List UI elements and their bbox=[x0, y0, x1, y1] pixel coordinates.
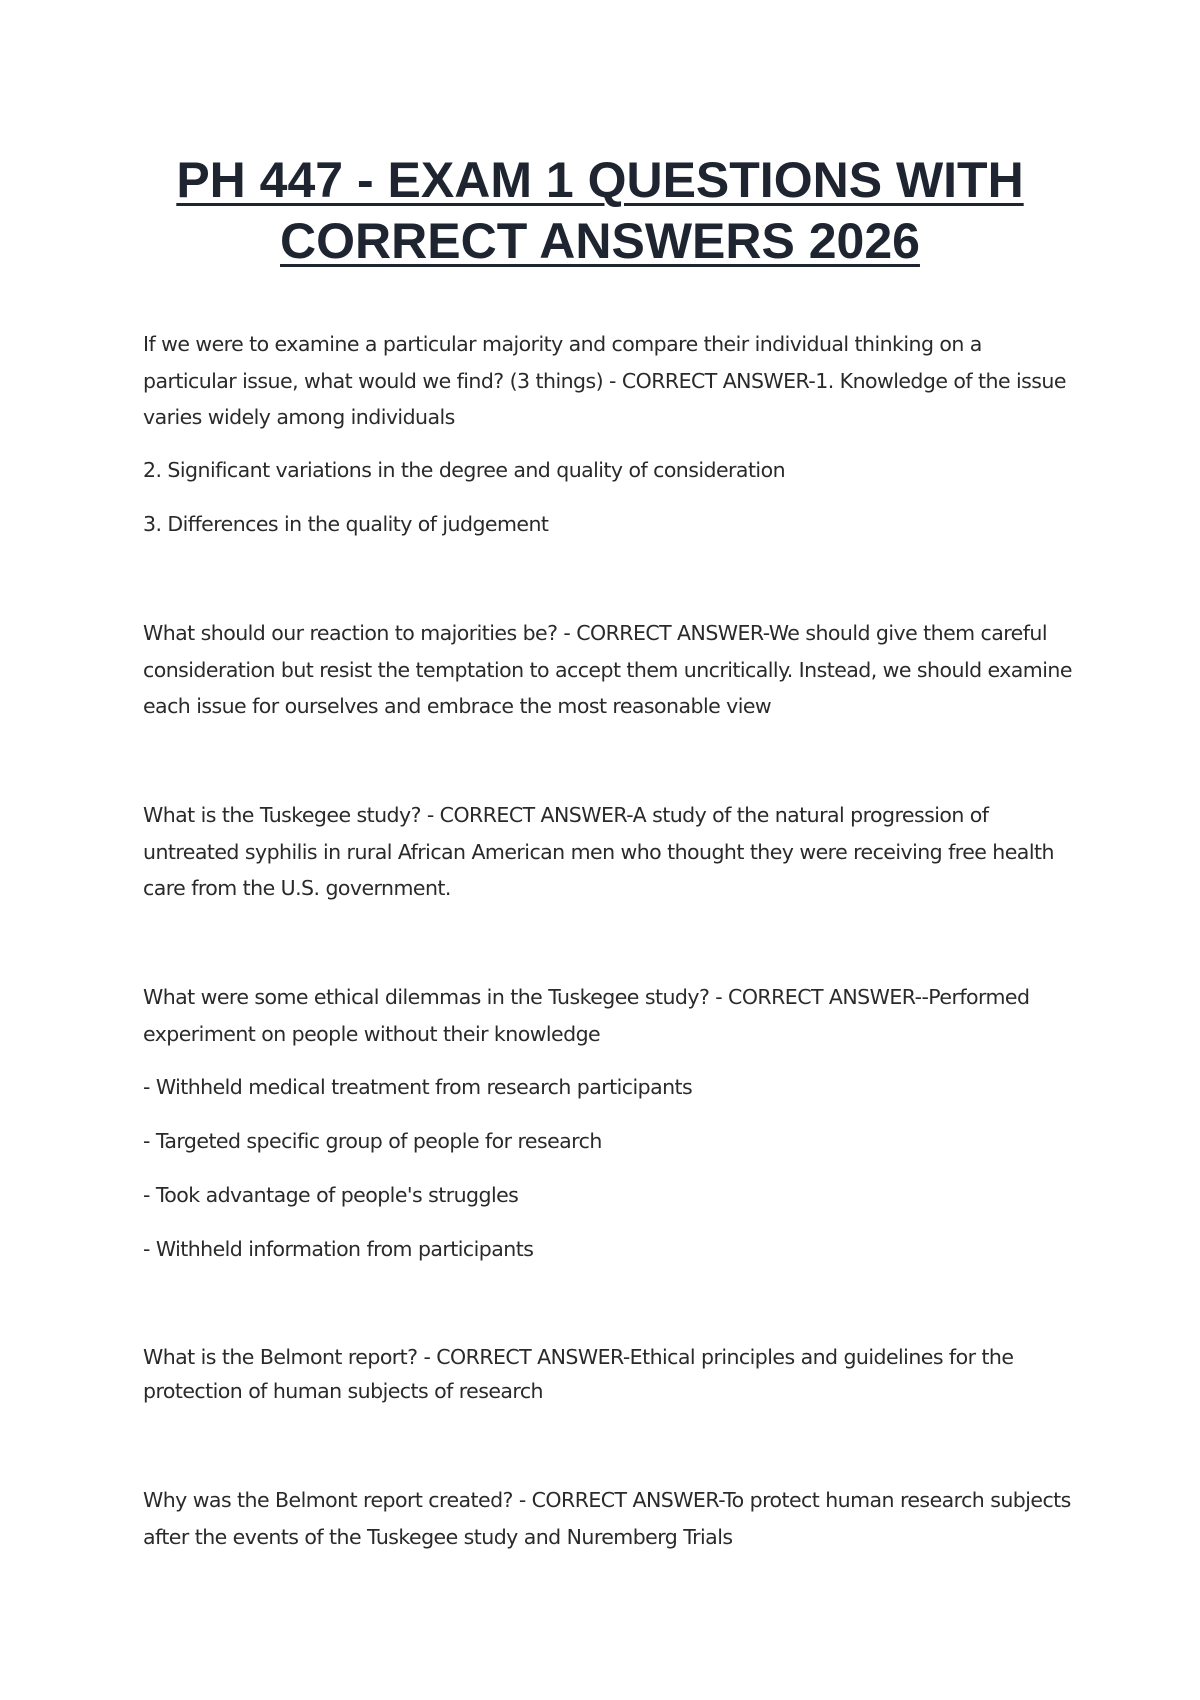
dilemma-bullet-3: - Took advantage of people's struggles bbox=[143, 1183, 519, 1207]
question-tuskegee-study: What is the Tuskegee study? - CORRECT ANSWER-A study of the natural progression of untreated syphilis in rural African American men who thought they were receiving free health care from the U.S. government. bbox=[143, 803, 1054, 900]
dilemma-bullet-1: - Withheld medical treatment from research participants bbox=[143, 1075, 693, 1099]
answer-item-2: 2. Significant variations in the degree and quality of consideration bbox=[143, 458, 786, 482]
question-majority-thinking: If we were to examine a particular majority and compare their individual thinking on a particular issue, what would we find? (3 things) - CORRECT ANSWER-1. Knowledge of the issue varies widely among individuals bbox=[143, 332, 1066, 429]
question-belmont-report: What is the Belmont report? - CORRECT ANSWER-Ethical principles and guidelines for the protection of human subjects of research bbox=[143, 1345, 1014, 1403]
question-ethical-dilemmas: What were some ethical dilemmas in the Tuskegee study? - CORRECT ANSWER--Performed experiment on people without their knowledge bbox=[143, 985, 1030, 1046]
question-belmont-report-created: Why was the Belmont report created? - CORRECT ANSWER-To protect human research subjects after the events of the Tuskegee study and Nuremberg Trials bbox=[143, 1488, 1071, 1549]
dilemma-bullet-4: - Withheld information from participants bbox=[143, 1237, 534, 1261]
title-line-1: PH 447 - EXAM 1 QUESTIONS WITH bbox=[176, 152, 1024, 208]
dilemma-bullet-2: - Targeted specific group of people for research bbox=[143, 1129, 602, 1153]
page-title bbox=[150, 150, 1050, 272]
answer-item-3: 3. Differences in the quality of judgement bbox=[143, 512, 549, 536]
title-line-2: CORRECT ANSWERS 2026 bbox=[280, 213, 920, 269]
question-reaction-to-majorities: What should our reaction to majorities be? - CORRECT ANSWER-We should give them careful consideration but resist the temptation to accept them uncritically. Instead, we should examine each issue for ourselves and embrace the most reasonable view bbox=[143, 621, 1072, 718]
